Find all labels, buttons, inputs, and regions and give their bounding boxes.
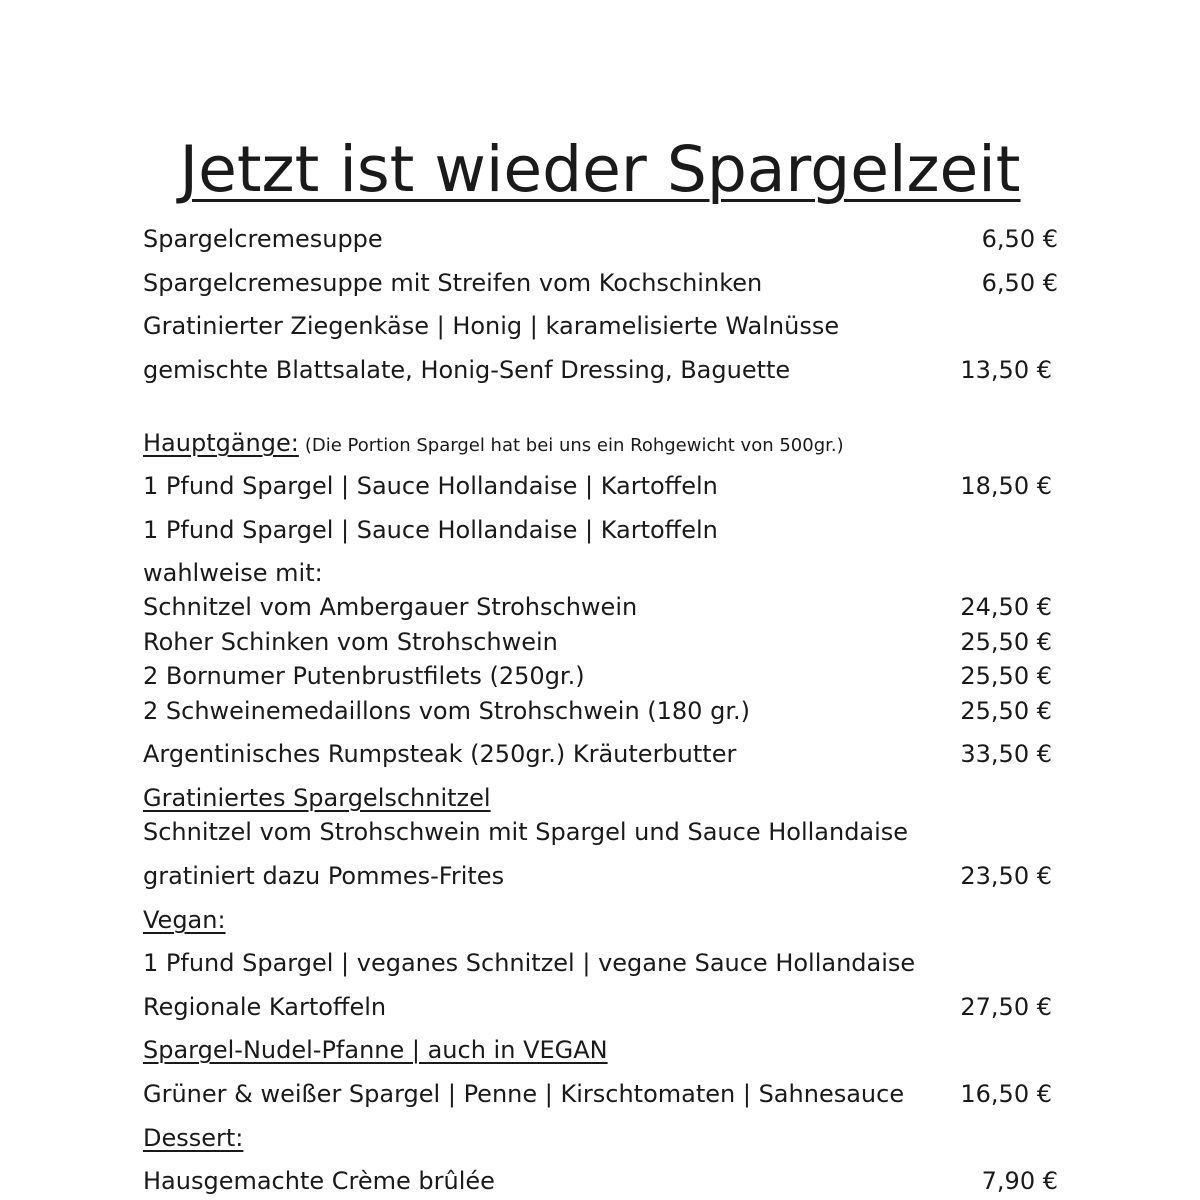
item-name: 2 Bornumer Putenbrustfilets (250gr.) (143, 662, 585, 690)
menu-item (143, 1077, 1063, 1111)
menu-item (143, 659, 1063, 693)
item-name: Gratinierter Ziegenkäse | Honig | karamelisierte Walnüsse (143, 312, 840, 340)
menu-title: Jetzt ist wieder Spargelzeit (179, 133, 1021, 206)
section-heading: Hauptgänge: (143, 429, 299, 457)
item-name: Argentinisches Rumpsteak (250gr.) Kräuterbutter (143, 740, 737, 768)
item-description: Regionale Kartoffeln (143, 993, 387, 1021)
item-description: gemischte Blattsalate, Honig-Senf Dressing, Baguette (143, 356, 791, 384)
menu-item (143, 859, 1063, 893)
item-description: Schnitzel vom Strohschwein mit Spargel und Sauce Hollandaise (143, 818, 909, 846)
menu-item (143, 990, 1063, 1024)
menu-item (143, 1164, 1063, 1198)
item-option-label: wahlweise mit: (143, 559, 323, 587)
item-price: 25,50 € (960, 662, 1052, 690)
item-price: 33,50 € (960, 740, 1052, 768)
item-name: 1 Pfund Spargel | Sauce Hollandaise | Kartoffeln (143, 516, 718, 544)
menu-item (143, 590, 1063, 624)
section-heading: Spargel-Nudel-Pfanne | auch in VEGAN (143, 1036, 608, 1064)
section-heading: Vegan: (143, 906, 226, 934)
menu-item (143, 815, 1063, 849)
menu-item (143, 469, 1063, 503)
item-description: gratiniert dazu Pommes-Frites (143, 862, 505, 890)
main-courses-header (143, 426, 1063, 460)
item-price: 18,50 € (960, 472, 1052, 500)
item-price: 13,50 € (960, 356, 1052, 384)
item-price: 24,50 € (960, 593, 1052, 621)
item-price: 6,50 € (981, 269, 1058, 297)
item-price: 25,50 € (960, 697, 1052, 725)
item-name: 2 Schweinemedaillons vom Strohschwein (180 gr.) (143, 697, 750, 725)
menu-item (143, 946, 1063, 980)
menu-item (143, 353, 1063, 387)
menu-item (143, 625, 1063, 659)
section-note: (Die Portion Spargel hat bei uns ein Rohgewicht von 500gr.) (304, 435, 844, 456)
item-price: 16,50 € (960, 1080, 1052, 1108)
menu-item (143, 222, 1063, 256)
schnitzel-header (143, 781, 1063, 815)
dessert-header (143, 1121, 1063, 1155)
menu-item (143, 513, 1063, 547)
item-price: 27,50 € (960, 993, 1052, 1021)
item-description: Grüner & weißer Spargel | Penne | Kirschtomaten | Sahnesauce (143, 1080, 905, 1108)
item-price: 25,50 € (960, 628, 1052, 656)
item-price: 23,50 € (960, 862, 1052, 890)
menu-item (143, 266, 1063, 300)
section-heading: Dessert: (143, 1124, 244, 1152)
item-price: 7,90 € (981, 1167, 1058, 1195)
item-name: Schnitzel vom Ambergauer Strohschwein (143, 593, 638, 621)
item-price: 6,50 € (981, 225, 1058, 253)
item-name: Roher Schinken vom Strohschwein (143, 628, 558, 656)
item-description: 1 Pfund Spargel | veganes Schnitzel | vegane Sauce Hollandaise (143, 949, 916, 977)
item-name: 1 Pfund Spargel | Sauce Hollandaise | Kartoffeln (143, 472, 718, 500)
section-heading: Gratiniertes Spargelschnitzel (143, 784, 491, 812)
item-name: Spargelcremesuppe (143, 225, 383, 253)
vegan-header (143, 903, 1063, 937)
menu-item (143, 556, 1063, 590)
menu-item (143, 694, 1063, 728)
pasta-header (143, 1033, 1063, 1067)
item-name: Spargelcremesuppe mit Streifen vom Kochschinken (143, 269, 763, 297)
menu-item (143, 737, 1063, 771)
item-name: Hausgemachte Crème brûlée (143, 1167, 495, 1195)
menu-item (143, 309, 1063, 343)
